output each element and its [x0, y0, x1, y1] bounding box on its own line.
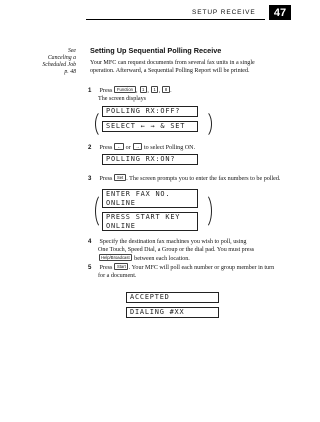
lcd-display-line: ONLINE: [106, 198, 136, 207]
step-text: . The screen prompts you to enter the fax numbers to be polled.: [126, 176, 281, 182]
set-key: Set: [114, 174, 125, 181]
lcd-display-line: ONLINE: [106, 221, 136, 230]
lcd-display-line: SELECT ← → & SET: [102, 121, 198, 132]
step-4: [88, 238, 254, 264]
lcd-bracket-right: [196, 193, 212, 229]
sidenote-line: p. 48: [64, 69, 76, 75]
lcd-display-line: DIALING #XX: [126, 307, 219, 318]
step-text: for a document.: [98, 272, 137, 279]
step-text: between each location.: [134, 256, 190, 262]
sidenote-line: See: [67, 48, 76, 54]
lcd-display-line: POLLING RX:OFF?: [102, 106, 198, 117]
step-text: Specify the destination fax machines you wish to poll, using: [99, 239, 247, 245]
step-text: Press: [99, 88, 113, 94]
lcd-bracket-right: [196, 110, 212, 138]
lcd-display-line: POLLING RX:ON?: [102, 154, 198, 165]
lcd-display-line: ENTER FAX NO.: [106, 190, 171, 198]
sidenote: [26, 48, 76, 76]
step-5: [88, 263, 274, 280]
step-number: 3: [88, 175, 92, 182]
start-key: Start: [114, 263, 128, 270]
lcd-display: [102, 212, 198, 231]
step-text: Press: [99, 265, 113, 271]
right-arrow-key: →: [133, 143, 142, 150]
page-number: 47: [269, 5, 291, 20]
step-text: One Touch, Speed Dial, a Group or the dial pad. You must press: [98, 246, 255, 253]
intro-paragraph: Your MFC can request documents from several fax units in a single operation. Afterward, a Sequential Polling Report will be printed.: [90, 60, 255, 74]
function-key: Function: [114, 86, 135, 93]
help-broadcast-key: Help/Broadcast: [99, 254, 133, 261]
left-arrow-key: ←: [114, 143, 123, 150]
step-text: to select Polling ON.: [143, 145, 196, 151]
step-1: 1 Press Function , 1 , 1 , 8 . The screen displays: [88, 87, 172, 102]
step-2: [88, 143, 195, 153]
lcd-display-line: PRESS START KEY: [106, 213, 181, 221]
step-text: Press: [99, 176, 113, 182]
lcd-display: [102, 189, 198, 208]
sidenote-line: Scheduled Job: [42, 62, 76, 68]
step-3: [88, 174, 280, 184]
step-text: Press: [99, 145, 113, 151]
step-number: 4: [88, 238, 92, 245]
step-text: The screen displays: [98, 95, 147, 102]
step-text: or: [125, 145, 131, 151]
step-number: 1: [88, 87, 92, 94]
lcd-display-line: ACCEPTED: [126, 292, 219, 303]
step-number: 5: [88, 264, 92, 271]
running-head: SETUP RECEIVE: [192, 9, 256, 16]
section-title: Setting Up Sequential Polling Receive: [90, 46, 222, 55]
key-1: 1: [151, 86, 158, 93]
sidenote-line: Canceling a: [47, 55, 76, 61]
key-1: 1: [140, 86, 147, 93]
step-text: . Your MFC will poll each number or group member in turn: [128, 265, 275, 271]
key-8: 8: [162, 86, 169, 93]
step-number: 2: [88, 144, 92, 151]
header-rule: [86, 19, 265, 20]
